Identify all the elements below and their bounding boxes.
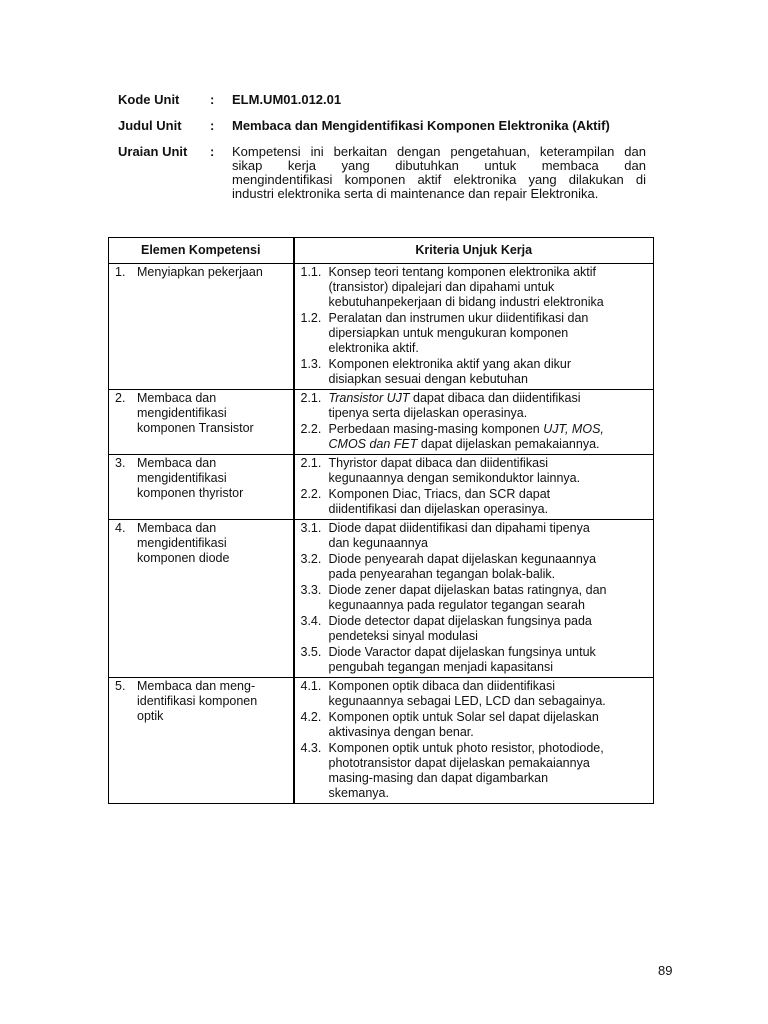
- element-text: Membaca dan: [137, 521, 217, 535]
- element-cell: [109, 264, 294, 390]
- criteria-item: [301, 552, 650, 582]
- criteria-line: phototransistor dapat dijelaskan pemakaiannya: [328, 756, 590, 770]
- criteria-line: aktivasinya dengan benar.: [328, 725, 474, 739]
- criteria-item: [301, 583, 650, 613]
- criteria-number: 1.2.: [300, 311, 322, 325]
- criteria-number: 3.5.: [300, 645, 322, 659]
- criteria-line: kebutuhanpekerjaan di bidang industri elektronika: [328, 295, 604, 309]
- element-text: Membaca dan: [137, 456, 217, 470]
- criteria-line: Komponen Diac, Triacs, dan SCR dapat: [328, 487, 551, 501]
- criteria-line: diidentifikasi dan dijelaskan operasinya.: [328, 502, 549, 516]
- criteria-line: Konsep teori tentang komponen elektronika aktif: [328, 265, 597, 279]
- criteria-line: disiapkan sesuai dengan kebutuhan: [328, 372, 528, 386]
- criteria-line: elektronika aktif.: [328, 341, 419, 355]
- element-number: 2.: [115, 391, 126, 405]
- criteria-number: 3.2.: [300, 552, 322, 566]
- criteria-line: [329, 391, 650, 406]
- criteria-line: Komponen elektronika aktif yang akan dikur: [328, 357, 572, 371]
- criteria-line: Peralatan dan instrumen ukur diidentifikasi dan: [328, 311, 589, 325]
- header-kriteria-unjuk-kerja: Kriteria Unjuk Kerja: [294, 238, 654, 264]
- criteria-cell: [294, 455, 654, 520]
- element-text: Menyiapkan pekerjaan: [137, 265, 263, 279]
- criteria-item: [301, 679, 650, 709]
- criteria-number: 3.4.: [300, 614, 322, 628]
- criteria-item: [301, 265, 650, 310]
- criteria-line: Diode detector dapat dijelaskan fungsinya pada: [328, 614, 592, 628]
- uraian-unit-text: [232, 145, 646, 201]
- uraian-line: industri elektronika serta di maintenance dan repair Elektronika.: [232, 186, 599, 201]
- criteria-line: masing-masing dan dapat digambarkan: [328, 771, 549, 785]
- element-number: 1.: [115, 265, 126, 279]
- criteria-text: dapat dibaca dan diidentifikasi: [409, 391, 581, 405]
- criteria-italic-term: UJT, MOS,: [543, 422, 604, 436]
- criteria-number: 1.1.: [300, 265, 322, 279]
- competency-table: [108, 237, 654, 804]
- criteria-number: 4.2.: [300, 710, 322, 724]
- criteria-line: tipenya serta dijelaskan operasinya.: [328, 406, 528, 420]
- criteria-line: Komponen optik untuk Solar sel dapat dijelaskan: [328, 710, 599, 724]
- element-cell: [109, 455, 294, 520]
- criteria-item: [301, 422, 650, 452]
- criteria-number: 4.3.: [300, 741, 322, 755]
- criteria-line: pendeteksi sinyal modulasi: [328, 629, 478, 643]
- criteria-item: [301, 521, 650, 551]
- criteria-line: Komponen optik untuk photo resistor, photodiode,: [328, 741, 604, 755]
- element-text: mengidentifikasi: [137, 471, 227, 485]
- table-row: [109, 678, 654, 804]
- criteria-item: [301, 741, 650, 801]
- criteria-line: Thyristor dapat dibaca dan diidentifikasi: [328, 456, 549, 470]
- criteria-item: [301, 456, 650, 486]
- criteria-number: 3.3.: [300, 583, 322, 597]
- page-number: 89: [658, 963, 673, 978]
- element-number: 3.: [115, 456, 126, 470]
- element-text: identifikasi komponen: [137, 694, 258, 708]
- criteria-line: Diode Varactor dapat dijelaskan fungsinya untuk: [328, 645, 596, 659]
- criteria-line: Diode penyearah dapat dijelaskan kegunaannya: [328, 552, 597, 566]
- element-cell: [109, 390, 294, 455]
- criteria-number: 2.2.: [300, 422, 322, 436]
- criteria-number: 4.1.: [300, 679, 322, 693]
- criteria-line: [329, 422, 650, 437]
- criteria-line: kegunaannya dengan semikonduktor lainnya.: [328, 471, 581, 485]
- criteria-number: 2.1.: [300, 456, 322, 470]
- criteria-item: [301, 645, 650, 675]
- criteria-number: 2.2.: [300, 487, 322, 501]
- element-number: 5.: [115, 679, 126, 693]
- element-text: Membaca dan meng-: [137, 679, 256, 693]
- criteria-item: [301, 487, 650, 517]
- uraian-line: sikap kerja yang dibutuhkan untuk membaca dan: [232, 158, 646, 173]
- element-text: komponen thyristor: [137, 486, 244, 500]
- uraian-line: Kompetensi ini berkaitan dengan pengetahuan, keterampilan dan: [232, 144, 646, 159]
- element-text: komponen Transistor: [137, 421, 254, 435]
- element-text: optik: [137, 709, 164, 723]
- criteria-italic-term: CMOS dan FET: [328, 437, 418, 451]
- criteria-item: [301, 614, 650, 644]
- criteria-item: [301, 357, 650, 387]
- criteria-cell: [294, 390, 654, 455]
- criteria-line: dipersiapkan untuk mengukuran komponen: [328, 326, 569, 340]
- element-cell: [109, 520, 294, 678]
- criteria-number: 1.3.: [300, 357, 322, 371]
- header-elemen-kompetensi: Elemen Kompetensi: [109, 238, 294, 264]
- criteria-text: Perbedaan masing-masing komponen: [328, 422, 544, 436]
- criteria-line: pengubah tegangan menjadi kapasitansi: [328, 660, 553, 674]
- criteria-line: Diode dapat diidentifikasi dan dipahami tipenya: [328, 521, 590, 535]
- uraian-line: mengindentifikasi komponen aktif elektronika yang dilakukan di: [232, 172, 646, 187]
- criteria-item: [301, 311, 650, 356]
- element-text: mengidentifikasi: [137, 536, 227, 550]
- criteria-cell: [294, 520, 654, 678]
- criteria-line: dan kegunaannya: [328, 536, 428, 550]
- criteria-cell: [294, 678, 654, 804]
- criteria-line: Diode zener dapat dijelaskan batas ratingnya, dan: [328, 583, 607, 597]
- table-row: [109, 520, 654, 678]
- element-text: Membaca dan: [137, 391, 217, 405]
- uraian-unit-label: Uraian Unit: [118, 144, 188, 159]
- criteria-text: dapat dijelaskan pemakaiannya.: [417, 437, 600, 451]
- criteria-line: kegunaannya pada regulator tegangan searah: [328, 598, 585, 612]
- judul-unit-value: Membaca dan Mengidentifikasi Komponen Elektronika (Aktif): [232, 118, 610, 133]
- kode-unit-label: Kode Unit: [118, 92, 180, 107]
- criteria-item: [301, 710, 650, 740]
- criteria-line: Komponen optik dibaca dan diidentifikasi: [328, 679, 556, 693]
- criteria-line: skemanya.: [328, 786, 389, 800]
- kode-unit-colon: :: [210, 92, 215, 107]
- criteria-number: 2.1.: [300, 391, 322, 405]
- criteria-cell: [294, 264, 654, 390]
- judul-unit-label: Judul Unit: [118, 118, 182, 133]
- table-row: [109, 264, 654, 390]
- criteria-line: (transistor) dipalejari dan dipahami untuk: [328, 280, 555, 294]
- table-row: [109, 455, 654, 520]
- criteria-line: pada penyearahan tegangan bolak-balik.: [328, 567, 556, 581]
- criteria-item: [301, 391, 650, 421]
- element-number: 4.: [115, 521, 126, 535]
- element-cell: [109, 678, 294, 804]
- criteria-number: 3.1.: [300, 521, 322, 535]
- judul-unit-colon: :: [210, 118, 215, 133]
- uraian-unit-colon: :: [210, 144, 215, 159]
- table-header-row: [109, 238, 654, 264]
- element-text: komponen diode: [137, 551, 230, 565]
- element-text: mengidentifikasi: [137, 406, 227, 420]
- criteria-italic-term: Transistor UJT: [328, 391, 410, 405]
- criteria-line: kegunaannya sebagai LED, LCD dan sebagainya.: [328, 694, 606, 708]
- criteria-line: [329, 437, 650, 452]
- kode-unit-value: ELM.UM01.012.01: [232, 92, 342, 107]
- table-row: [109, 390, 654, 455]
